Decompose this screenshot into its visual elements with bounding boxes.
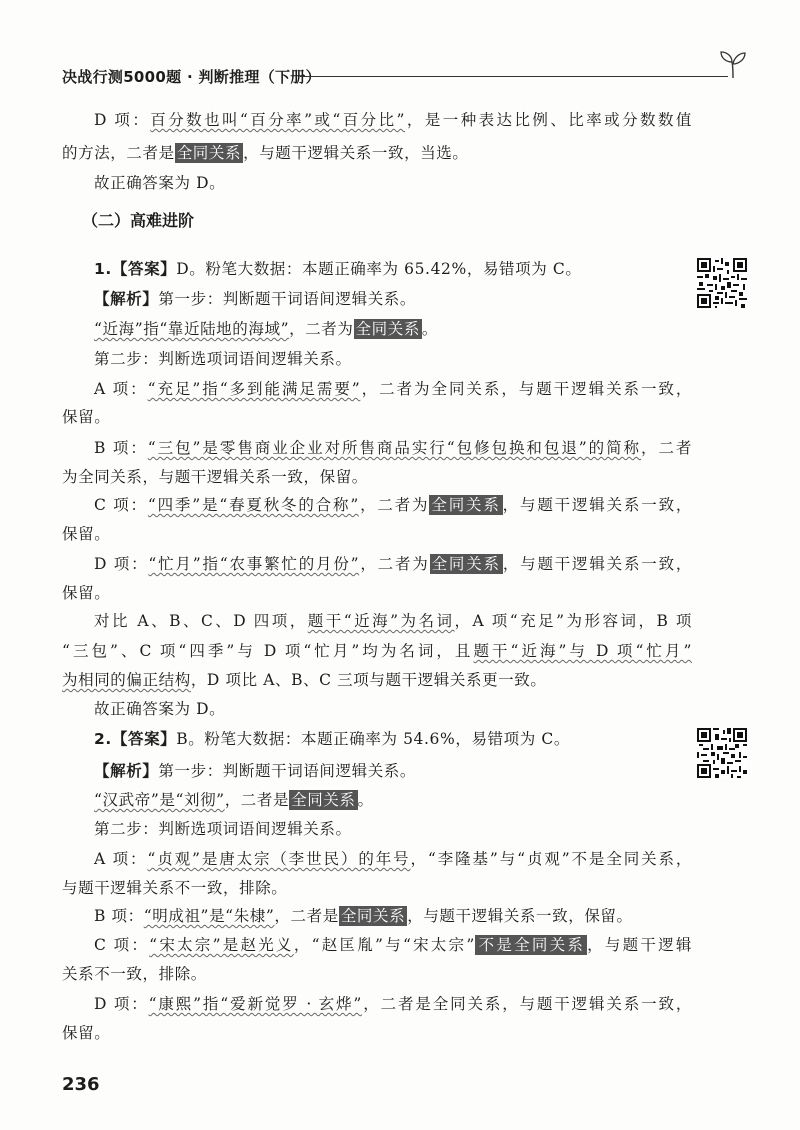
book-title: 决战行测5000题 · 判断推理（下册）	[62, 68, 321, 86]
underlined-phrase: “充足”指“多到能满足需要”	[147, 380, 361, 398]
text-span: ，与题干逻辑关系一致，保留。	[407, 907, 633, 925]
text-span: ，二者是全同关系，与题干逻辑关系一致，	[361, 995, 693, 1013]
analysis-text: 第一步：判断题干词语间逻辑关系。	[158, 290, 417, 308]
underlined-phrase: 百分数也叫“百分率”或“百分比”	[150, 111, 406, 129]
underlined-phrase: “忙月”指“农事繁忙的月份”	[148, 555, 360, 573]
underlined-phrase: 题干“近海”与 D 项“忙月”	[473, 642, 692, 660]
header-rule	[300, 76, 728, 77]
highlight-tag: 全同关系	[176, 144, 242, 162]
underlined-phrase: “四季”是“春夏秋冬的合称”	[147, 496, 359, 514]
text-span: ，是一种表达比例、比率或分数数值	[405, 111, 692, 129]
analysis-text: 第一步：判断题干词语间逻辑关系。	[158, 762, 417, 780]
q1-analysis-line	[94, 288, 692, 310]
text-span: ，“李隆基”与“贞观”不是全同关系，	[410, 850, 692, 868]
option-label: A 项：	[94, 850, 148, 868]
text-span: ，与题干逻辑关系一致，	[502, 555, 692, 573]
answer-label: 2.【答案】	[94, 730, 177, 748]
q2-analysis-line	[94, 760, 692, 782]
text-line: 为全同关系，与题干逻辑关系一致，保留。	[62, 468, 368, 486]
text-line	[62, 669, 692, 691]
option-label: D 项：	[94, 995, 149, 1013]
conclusion-line: 故正确答案为 D。	[94, 174, 226, 192]
text-span: 。	[421, 320, 439, 338]
answer-label: 1.【答案】	[94, 260, 177, 278]
text-span: ，二者为全同关系，与题干逻辑关系一致，	[360, 380, 692, 398]
q2-answer-line	[94, 728, 692, 750]
text-line: 保留。	[62, 525, 111, 543]
highlight-tag: 全同关系	[431, 555, 501, 573]
text-span: ，与题干逻辑关系一致，	[502, 496, 692, 514]
underlined-phrase: “近海”指“靠近陆地的海域”	[94, 320, 290, 338]
text-line	[94, 934, 692, 956]
text-line	[94, 494, 692, 516]
text-line	[62, 142, 692, 164]
text-line: 保留。	[62, 584, 111, 602]
text-span: “三包”、C 项“四季”与 D 项“忙月”均为名词，且	[62, 642, 474, 660]
text-line	[94, 610, 692, 632]
highlight-tag: 全同关系	[340, 907, 406, 925]
text-span: ，二者为	[289, 320, 354, 338]
text-line	[94, 848, 692, 870]
text-span: ，与题干逻辑关系一致，当选。	[243, 144, 469, 162]
text-line: 第二步：判断选项词语间逻辑关系。	[94, 820, 352, 838]
conclusion-line: 故正确答案为 D。	[94, 700, 226, 718]
text-line: 保留。	[62, 1024, 111, 1042]
text-line	[94, 378, 692, 400]
highlight-tag: 不是全同关系	[476, 936, 586, 954]
text-span: 对比 A、B、C、D 四项，	[94, 612, 308, 630]
section-title: （二）高难进阶	[82, 211, 195, 230]
underlined-phrase: 为相同的偏正结构	[62, 671, 191, 689]
text-span: 。	[357, 791, 374, 809]
text-span: ，D 项比 A、B、C 三项与题干逻辑关系更一致。	[190, 671, 547, 689]
underlined-phrase: 题干“近海”为名词	[307, 612, 455, 630]
underlined-phrase: “贞观”是唐太宗（李世民）的年号	[147, 850, 411, 868]
text-span: ，二者为	[358, 496, 430, 514]
highlight-tag: 全同关系	[431, 496, 501, 514]
option-label: C 项：	[94, 496, 148, 514]
text-line	[94, 905, 692, 927]
running-header	[62, 60, 742, 90]
underlined-phrase: “三包”是零售商业企业对所售商品实行“包修包换和包退”的简称	[147, 439, 641, 457]
text-line: 第二步：判断选项词语间逻辑关系。	[94, 350, 352, 368]
text-line: 保留。	[62, 408, 111, 426]
text-span: ，二者	[641, 439, 693, 457]
highlight-tag: 全同关系	[291, 791, 356, 809]
option-label: D 项：	[94, 111, 151, 129]
underlined-phrase: “康熙”指“爱新觉罗 · 玄烨”	[148, 995, 362, 1013]
analysis-label: 【解析】	[94, 290, 159, 308]
answer-text: B。粉笔大数据：本题正确率为 54.6%，易错项为 C。	[176, 730, 570, 748]
text-line	[94, 437, 692, 459]
q1-answer-line	[94, 258, 692, 280]
option-label: B 项：	[94, 439, 148, 457]
option-label: B 项：	[94, 907, 144, 925]
option-label: C 项：	[94, 936, 150, 954]
text-line: 与题干逻辑关系不一致，排除。	[62, 879, 288, 897]
underlined-phrase: “明成祖”是“朱棣”	[143, 907, 275, 925]
text-span: ，二者是	[274, 907, 339, 925]
highlight-tag: 全同关系	[355, 320, 420, 338]
text-line	[94, 109, 692, 131]
text-span: 的方法，二者是	[62, 144, 175, 162]
text-span: ，A 项“充足”为形容词，B 项	[454, 612, 692, 630]
underlined-phrase: “汉武帝”是“刘彻”	[94, 791, 225, 809]
text-line: 关系不一致，排除。	[62, 965, 207, 983]
option-label: A 项：	[94, 380, 148, 398]
option-label: D 项：	[94, 555, 149, 573]
underlined-phrase: “宋太宗”是赵光义	[149, 936, 294, 954]
qr-code-icon[interactable]	[697, 728, 747, 778]
analysis-label: 【解析】	[94, 762, 159, 780]
text-line	[94, 318, 692, 340]
answer-text: D。粉笔大数据：本题正确率为 65.42%，易错项为 C。	[176, 260, 582, 278]
sprout-icon	[718, 48, 748, 80]
text-line	[94, 553, 692, 575]
text-line	[62, 640, 692, 662]
text-span: ，二者为	[359, 555, 430, 573]
page-number: 236	[62, 1074, 100, 1095]
text-line	[94, 993, 692, 1015]
text-span: ，二者是	[224, 791, 290, 809]
text-line	[94, 789, 692, 811]
qr-code-icon[interactable]	[697, 258, 747, 308]
text-span: ，与题干逻辑	[587, 936, 693, 954]
text-span: ，“赵匡胤”与“宋太宗”	[293, 936, 475, 954]
